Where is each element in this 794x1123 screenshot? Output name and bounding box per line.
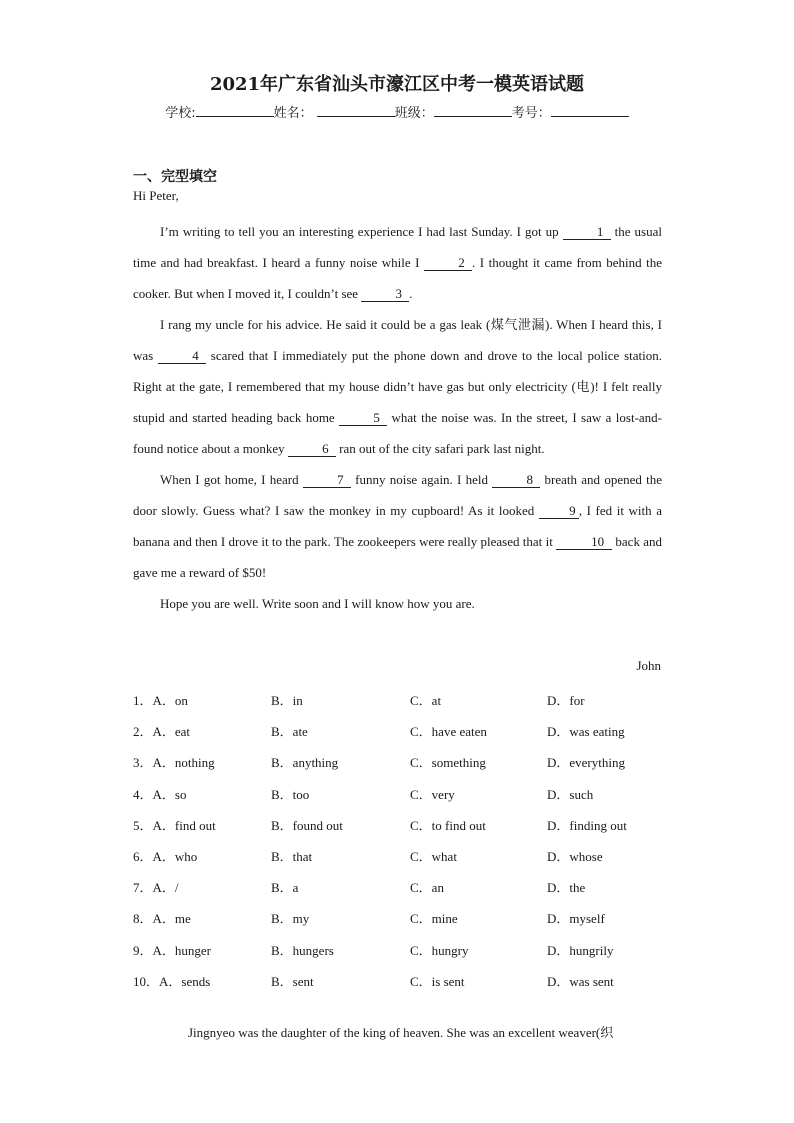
option-d: D．finding out bbox=[547, 817, 627, 833]
school-label: 学校: bbox=[165, 106, 196, 121]
options-list bbox=[133, 690, 673, 1002]
paragraph-2: I rang my uncle for his advice. He said it could be a gas leak (煤气泄漏). When I heard this, I was 4 scared that I immediately put the phone down and drove to the local police station. Right at the gate, I remembered that my house didn’t have gas but only electricity (电)! I felt really stupid and started heading back home 5 what the noise was. In the street, I saw a lost-and-found notice about a monkey 6 ran out of the city safari park last night. bbox=[133, 317, 663, 456]
number-blank bbox=[551, 104, 629, 117]
option-d: D．such bbox=[547, 786, 594, 802]
option-c: C．an bbox=[410, 880, 444, 896]
option-d: D．whose bbox=[547, 848, 603, 864]
class-blank bbox=[434, 104, 512, 117]
letter-body bbox=[133, 216, 662, 619]
blank-5: 5 bbox=[339, 411, 387, 426]
number-label: 考号： bbox=[511, 106, 551, 121]
option-d: D．everything bbox=[547, 755, 625, 771]
option-row bbox=[133, 940, 673, 971]
option-a: 4．A．so bbox=[133, 786, 187, 802]
blank-4: 4 bbox=[158, 349, 206, 364]
letter-signature: John bbox=[636, 658, 661, 673]
option-row bbox=[133, 721, 673, 752]
option-c: C．mine bbox=[410, 911, 458, 927]
option-d: D．for bbox=[547, 693, 585, 708]
option-row bbox=[133, 908, 673, 939]
option-b: B．sent bbox=[271, 973, 314, 989]
option-row bbox=[133, 752, 673, 783]
blank-1: 1 bbox=[563, 225, 611, 240]
paragraph-3: When I got home, I heard 7 funny noise again. I held 8 breath and opened the door slowly. Guess what? I saw the monkey in my cupboard! As it looked 9 , I fed it with a banana and then I drove it to the park. The zookeepers were really pleased that it 10 back and gave me a reward of $50! bbox=[133, 472, 663, 580]
blank-6: 6 bbox=[288, 442, 336, 457]
blank-10: 10 bbox=[556, 535, 612, 550]
blank-2: 2 bbox=[424, 256, 472, 271]
option-a: 3．A．nothing bbox=[133, 755, 215, 771]
option-d: D．hungrily bbox=[547, 942, 614, 958]
name-label: 姓名： bbox=[273, 106, 313, 121]
letter-greeting: Hi Peter, bbox=[133, 188, 179, 203]
option-row bbox=[133, 846, 673, 877]
option-c: C．something bbox=[410, 755, 486, 771]
blank-9: 9 bbox=[539, 504, 579, 519]
class-label: 班级： bbox=[394, 106, 434, 121]
option-d: D．the bbox=[547, 880, 586, 896]
option-c: C．what bbox=[410, 848, 457, 864]
option-b: B．hungers bbox=[271, 942, 334, 958]
option-b: B．found out bbox=[271, 817, 343, 833]
option-d: D．was eating bbox=[547, 724, 625, 740]
option-a: 8．A．me bbox=[133, 911, 191, 927]
option-b: B．in bbox=[271, 693, 303, 708]
page-title: 2021年广东省汕头市濠江区中考一模英语试题 bbox=[209, 74, 585, 95]
option-a: 6．A．who bbox=[133, 848, 198, 864]
paragraph-4: Hope you are well. Write soon and I will know how you are. bbox=[160, 596, 475, 611]
option-c: C．have eaten bbox=[410, 724, 487, 740]
option-row bbox=[133, 877, 673, 908]
option-a: 1．A．on bbox=[133, 693, 188, 708]
option-row bbox=[133, 784, 673, 815]
blank-7: 7 bbox=[303, 473, 351, 488]
student-info-line bbox=[0, 102, 794, 121]
name-blank bbox=[317, 104, 395, 117]
option-b: B．anything bbox=[271, 755, 339, 771]
next-passage-start: Jingnyeo was the daughter of the king of heaven. She was an excellent weaver(织 bbox=[188, 1025, 614, 1040]
option-c: C．at bbox=[410, 693, 442, 708]
option-b: B．ate bbox=[271, 724, 308, 740]
option-c: C．is sent bbox=[410, 973, 465, 989]
option-b: B．my bbox=[271, 911, 310, 927]
school-blank bbox=[196, 104, 274, 117]
option-a: 9．A．hunger bbox=[133, 942, 211, 958]
option-a: 2．A．eat bbox=[133, 724, 191, 740]
blank-3: 3 bbox=[361, 287, 409, 302]
option-b: B．too bbox=[271, 786, 310, 802]
option-a: 10．A．sends bbox=[133, 973, 211, 989]
option-row bbox=[133, 971, 673, 1002]
blank-8: 8 bbox=[492, 473, 540, 488]
option-row bbox=[133, 690, 673, 721]
section-heading: 一、完型填空 bbox=[133, 169, 217, 185]
paragraph-1: I’m writing to tell you an interesting experience I had last Sunday. I got up 1 the usual time and had breakfast. I heard a funny noise while I 2 . I thought it came from behind the cooker. But when I moved it, I couldn’t see 3 . bbox=[133, 224, 663, 301]
option-a: 5．A．find out bbox=[133, 817, 216, 833]
option-b: B．that bbox=[271, 848, 313, 864]
option-c: C．to find out bbox=[410, 817, 486, 833]
option-d: D．myself bbox=[547, 911, 605, 927]
option-b: B．a bbox=[271, 880, 299, 896]
option-row bbox=[133, 815, 673, 846]
option-d: D．was sent bbox=[547, 973, 614, 989]
option-a: 7．A．/ bbox=[133, 880, 179, 896]
option-c: C．very bbox=[410, 786, 455, 802]
option-c: C．hungry bbox=[410, 942, 469, 958]
